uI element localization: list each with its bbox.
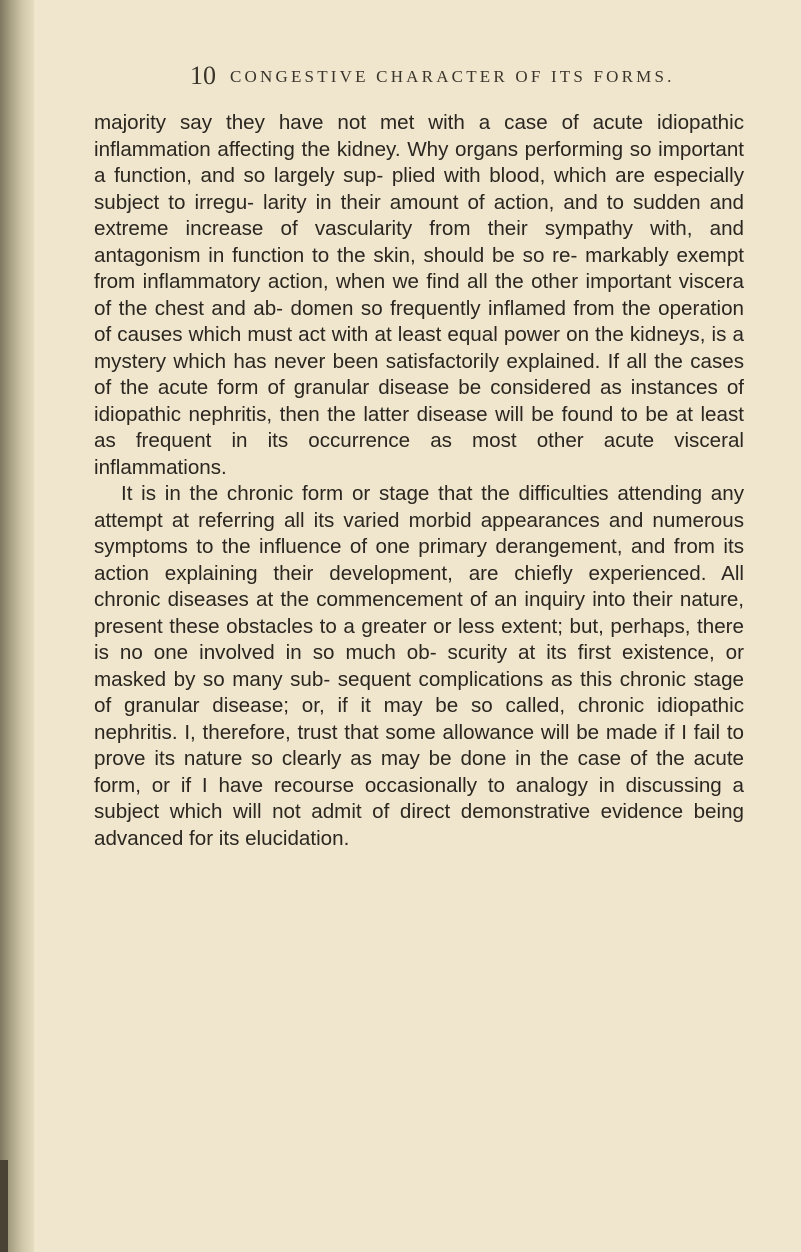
- running-title: CONGESTIVE CHARACTER OF ITS FORMS.: [230, 67, 675, 86]
- page-binding-shadow: [0, 1160, 8, 1252]
- paragraph-1: majority say they have not met with a case of acute idiopathic inflammation affecting the kidney. Why organs performing so important a function, and so largely sup- plied with blood, which are especially subject to irregu- larity in their amount of action, and to sudden and extreme increase of vascularity from their sympathy with, and antagonism in function to the skin, should be so re- markably exempt from inflammatory action, when we find all the other important viscera of the chest and ab- domen so frequently inflamed from the operation of causes which must act with at least equal power on the kidneys, is a mystery which has never been satisfactorily explained. If all the cases of the acute form of granular disease be considered as instances of idiopathic nephritis, then the latter disease will be found to be at least as frequent in its occurrence as most other acute visceral inflammations.: [94, 111, 744, 479]
- body-text: [94, 110, 744, 852]
- page-number: 10: [190, 61, 216, 90]
- page-binding-edge: [0, 0, 34, 1252]
- paragraph-2: It is in the chronic form or stage that the difficulties attending any attempt at referring all its varied morbid appearances and numerous symptoms to the influence of one primary derangement, and from its action explaining their development, are chiefly experienced. All chronic diseases at the commencement of an inquiry into their nature, present these obstacles to a greater or less extent; but, perhaps, there is no one involved in so much ob- scurity at its first existence, or masked by so many sub- sequent complications as this chronic stage of granular disease; or, if it may be so called, chronic idiopathic nephritis. I, therefore, trust that some allowance will be made if I fail to prove its nature so clearly as may be done in the case of the acute form, or if I have recourse occasionally to analogy in discussing a subject which will not admit of direct demonstrative evidence being advanced for its elucidation.: [94, 482, 744, 850]
- page-header: [190, 62, 750, 94]
